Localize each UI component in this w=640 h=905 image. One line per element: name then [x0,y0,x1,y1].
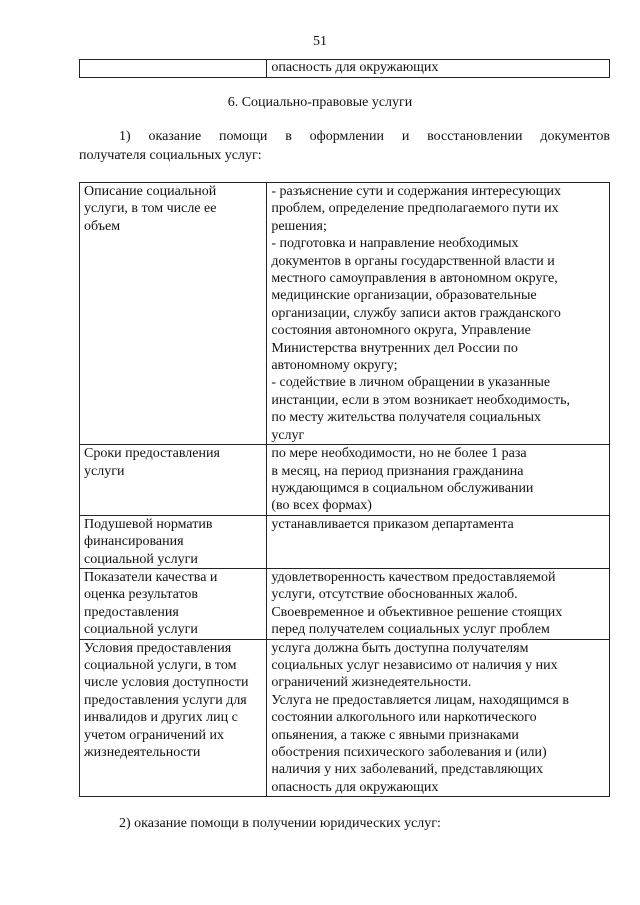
label-line: Подушевой норматив [84,516,213,532]
value-line: - разъяснение сути и содержания интересующих [271,184,562,199]
label-line: числе условия доступности [84,675,249,691]
value-line: перед получателем социальных услуг проблем [271,622,550,638]
row-label-cell [80,515,267,568]
label-line: услуги [84,463,125,479]
value-line: по мере необходимости, но не более 1 раза [271,446,527,462]
label-line: финансирования [84,534,184,550]
page-number: 51 [313,34,327,49]
value-line: ограничений жизнедеятельности. [271,675,472,691]
row-value-cell [267,445,610,516]
value-line: устанавливается приказом департамента [271,516,514,532]
intro-line-2: получателя социальных услуг: [79,147,262,163]
intro-paragraph [79,128,610,165]
value-line: - подготовка и направление необходимых [271,236,519,252]
value-line: организации, службу записи актов гражданского [271,305,561,321]
label-line: предоставления услуги для [84,692,247,708]
row-value-cell [267,568,610,639]
value-line: проблем, определение предполагаемого пути их [271,201,559,217]
continuation-table [79,59,610,78]
label-line: социальной услуги [84,622,198,638]
section-title: 6. Социально-правовые услуги [227,95,413,110]
label-line: социальной услуги [84,551,198,567]
value-line: документов в органы государственной власти и [271,253,555,269]
row-label-cell [80,639,267,797]
value-line: состоянии алкогольного или наркотического [271,710,537,726]
label-line: жизнедеятельности [84,745,201,760]
label-line: услуги, в том числе ее [84,201,217,217]
value-line: инстанции, если в этом возникает необходимость, [271,392,570,408]
label-line: социальной услуги, в том [84,657,237,673]
value-line: автономному округу; [271,358,398,374]
value-line: опасность для окружающих [271,779,439,795]
value-line: наличия у них заболеваний, представляющих [271,762,544,778]
value-line: по месту жительства получателя социальных [271,410,541,426]
continuation-left-cell [80,60,267,78]
value-line: Своевременное и объективное решение стоящих [271,604,563,620]
label-line: объем [84,218,121,234]
label-line: учетом ограничений их [84,727,224,743]
label-line: предоставления [84,604,179,620]
label-line: Описание социальной [84,184,217,199]
value-line: нуждающимся в социальном обслуживании [271,480,534,496]
row-value-cell [267,515,610,568]
label-line: Показатели качества и [84,569,218,585]
value-line: социальных услуг независимо от наличия у них [271,657,558,673]
service-table [79,182,610,797]
row-label-cell [80,183,267,445]
label-line: Условия предоставления [84,640,232,656]
value-line: обострения психического заболевания и (или) [271,745,547,760]
value-line: услуги, отсутствие обоснованных жалоб. [271,587,518,603]
table-row [80,639,610,797]
table-row [80,515,610,568]
value-line: - содействие в личном обращении в указанные [271,375,551,391]
continuation-right-cell: опасность для окружающих [267,60,610,78]
label-line: инвалидов и других лиц с [84,710,238,726]
value-line: услуга должна быть доступна получателям [271,640,529,656]
table-row [80,60,610,78]
row-value-cell [267,183,610,445]
value-line: услуг [271,427,305,443]
value-line: Министерства внутренних дел России по [271,340,518,356]
value-line: опьянения, а также с явными признаками [271,727,519,743]
row-label-cell [80,445,267,516]
label-line: Сроки предоставления [84,446,220,462]
intro-line-1: 1) оказание помощи в оформлении и восстановлении документов [119,129,610,144]
value-line: состояния автономного округа, Управление [271,323,531,339]
table-row [80,183,610,445]
label-line: оценка результатов [84,587,199,603]
value-line: (во всех формах) [271,498,372,514]
row-label-cell [80,568,267,639]
next-item-heading: 2) оказание помощи в получении юридических услуг: [119,816,441,831]
value-line: решения; [271,218,327,234]
value-line: Услуга не предоставляется лицам, находящимся в [271,692,569,708]
table-row [80,568,610,639]
value-line: медицинские организации, образовательные [271,288,537,304]
table-row [80,445,610,516]
row-value-cell [267,639,610,797]
value-line: в месяц, на период признания гражданина [271,463,524,479]
value-line: местного самоуправления в автономном округе, [271,271,558,287]
value-line: удовлетворенность качеством предоставляемой [271,569,556,585]
